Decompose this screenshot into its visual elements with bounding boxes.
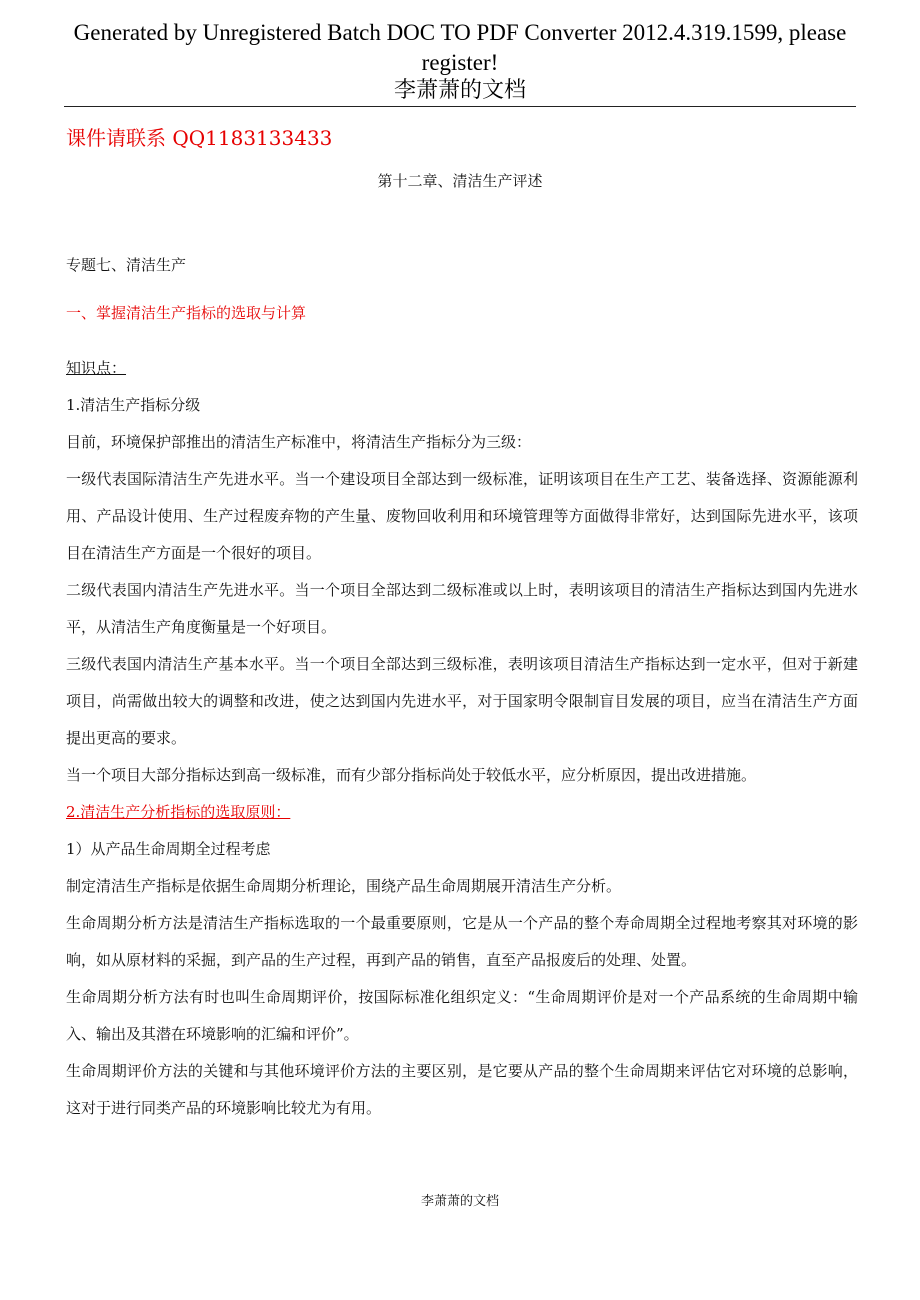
page-footer: 李萧萧的文档 [420, 1194, 499, 1209]
watermark-line-2: register! [421, 50, 499, 75]
paragraph-lca-4: 生命周期评价方法的关键和与其他环境评价方法的主要区别，是它要从产品的整个生命周期来评估它对环境的总影响，这对于进行同类产品的环境影响比较尤为有用。 [66, 1062, 858, 1117]
contact-notice: 课件请联系 QQ1183133433 [66, 126, 333, 150]
section-heading: 一、掌握清洁生产指标的选取与计算 [66, 304, 307, 322]
converter-watermark [60, 18, 860, 78]
paragraph-mixed-levels: 当一个项目大部分指标达到高一级标准，而有少部分指标尚处于较低水平，应分析原因，提出改进措施。 [66, 766, 757, 784]
chapter-title: 第十二章、清洁生产评述 [377, 172, 543, 190]
item-1-heading: 1.清洁生产指标分级 [66, 396, 201, 414]
paragraph-lca-2: 生命周期分析方法是清洁生产指标选取的一个最重要原则，它是从一个产品的整个寿命周期全过程地考察其对环境的影响，如从原材料的采掘，到产品的生产过程，再到产品的销售，直至产品报废后的处理、处置。 [66, 914, 858, 969]
paragraph-lca-3: 生命周期分析方法有时也叫生命周期评价，按国际标准化组织定义：“生命周期评价是对一个产品系统的生命周期中输入、输出及其潜在环境影响的汇编和评价”。 [66, 988, 858, 1043]
paragraph-lca-1: 制定清洁生产指标是依据生命周期分析理论，围绕产品生命周期展开清洁生产分析。 [66, 877, 622, 895]
paragraph-level-2: 二级代表国内清洁生产先进水平。当一个项目全部达到二级标准或以上时，表明该项目的清洁生产指标达到国内先进水平，从清洁生产角度衡量是一个好项目。 [66, 581, 858, 636]
topic-heading: 专题七、清洁生产 [66, 256, 187, 274]
watermark-line-1: Generated by Unregistered Batch DOC TO PDF Converter 2012.4.319.1599, please [73, 20, 847, 45]
paragraph-level-3: 三级代表国内清洁生产基本水平。当一个项目全部达到三级标准，表明该项目清洁生产指标达到一定水平，但对于新建项目，尚需做出较大的调整和改进，使之达到国内先进水平，对于国家明令限制盲目发展的项目，应当在清洁生产方面提出更高的要求。 [66, 655, 858, 747]
item-2-subheading: 1）从产品生命周期全过程考虑 [66, 840, 271, 858]
paragraph-level-1: 一级代表国际清洁生产先进水平。当一个建设项目全部达到一级标准，证明该项目在生产工艺、装备选择、资源能源利用、产品设计使用、生产过程废弃物的产生量、废物回收利用和环境管理等方面做得非常好，达到国际先进水平，该项目在清洁生产方面是一个很好的项目。 [66, 470, 858, 562]
page-header-title: 李萧萧的文档 [393, 78, 526, 103]
document-body [66, 350, 858, 1127]
knowledge-label: 知识点： [66, 359, 127, 377]
item-2-heading: 2.清洁生产分析指标的选取原则： [66, 803, 291, 821]
header-divider [64, 106, 856, 107]
paragraph-intro: 目前，环境保护部推出的清洁生产标准中，将清洁生产指标分为三级： [66, 433, 532, 451]
